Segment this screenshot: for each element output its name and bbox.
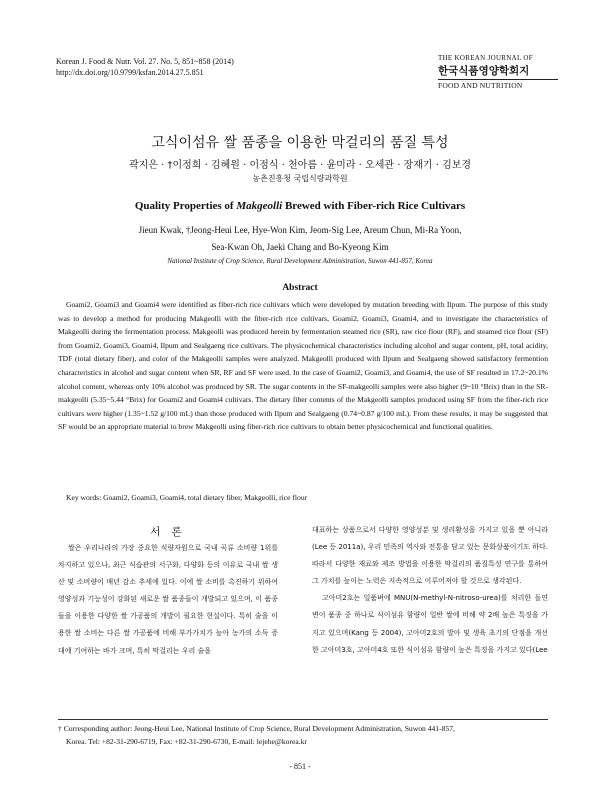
abstract-heading: Abstract (282, 283, 318, 293)
intro-right-column (312, 522, 548, 659)
corresponding-author-footnote (58, 722, 548, 748)
korean-title: 고식이섬유 쌀 품종을 이용한 막걸리의 품질 특성 (151, 135, 449, 151)
english-title-post: Brewed with Fiber-rich Rice Cultivars (282, 200, 466, 212)
english-authors-line1: Jieun Kwak, †Jeong-Heui Lee, Hye-Won Kim, Jeom-Sig Lee, Areum Chun, Mi-Ra Yoon, (138, 225, 462, 235)
intro-paragraph-right-2: 고아미2호는 일품벼에 MNU(N-methyl-N-nitroso-urea)를 처리한 돌연변이 품종 중 하나로 식이섬유 함량이 일반 쌀에 비해 약 2배 높은 특징을 가지고 있으며(Kang 등 2004), 고아미2호의 발아 및 생육 초기의 단점을 개선한 고아미3호, 고아미4호 또한 식이섬유 함량이 높은 특징을 가지고 있다(Lee (312, 594, 548, 654)
doi-link[interactable]: http://dx.doi.org/10.9799/ksfan.2014.27.5.851 (56, 68, 204, 77)
footnote-divider (58, 719, 548, 720)
intro-heading: 서 론 (150, 526, 186, 538)
footnote-line2: Korea. Tel: +82-31-290-6719, Fax: +82-31-290-6730, E-mail: lejehe@korea.kr (66, 737, 307, 746)
korean-affiliation: 농촌진흥청 국립식량과학원 (252, 174, 348, 183)
citation-line: Korean J. Food & Nutr. Vol. 27. No. 5, 851~858 (2014) (56, 57, 234, 66)
english-title (0, 200, 600, 212)
intro-paragraph-left: 쌀은 우리나라의 가장 중요한 식량자원으로 국내 곡류 소비량 1위를 차지하고 있으나, 최근 식습관의 서구화, 다양화 등의 이유로 국내 쌀 생산 및 소비량이 매년 감소 추세에 있다. 이에 쌀 소비를 촉진하기 위하여 영양성과 기능성이 강화된 새로운 쌀 품종들이 개발되고 있으며, 이 품종들을 이용한 다양한 쌀 가공품의 개발이 필요한 현실이다. 특히 술을 이용한 쌀 소비는 다른 쌀 가공품에 비해 부가가치가 높아 농가의 소득 증대에 기여하는 바가 크며, 특히 막걸리는 우리 술을 (58, 544, 278, 655)
journal-citation-block (56, 56, 234, 78)
brand-korean-text: 한국식품영양학회지 (438, 65, 530, 77)
intro-paragraph-right-1: 대표하는 상품으로서 다양한 영양성분 및 생리활성을 가지고 있을 뿐 아니라(Lee 등 2011a), 우리 민족의 역사와 전통을 담고 있는 문화상품이기도 하다. 따라서 다양한 재료와 제조 방법을 이용한 막걸리의 품질특성 연구를 통하여 그 가치를 높이는 노력은 지속적으로 이루어져야 할 것으로 생각된다. (312, 526, 548, 586)
page-number: - 851 - (289, 762, 311, 771)
journal-logo (438, 54, 558, 90)
english-authors-line2: Sea-Kwan Oh, Jaeki Chang and Bo-Kyeong Kim (211, 242, 389, 252)
brand-bottom-text: FOOD AND NUTRITION (438, 79, 558, 90)
keywords-line: Key words: Goami2, Goami3, Goami4, total dietary fiber, Makgeolli, rice flour (66, 493, 308, 502)
english-title-italic: Makgeolli (236, 200, 283, 212)
english-affiliation: National Institute of Crop Science, Rural Development Administration, Suwon 441-857, Korea (167, 257, 433, 265)
abstract-body (58, 298, 548, 434)
intro-left-column (58, 540, 278, 660)
brand-top-text: THE KOREAN JOURNAL OF (438, 54, 533, 62)
english-authors (0, 222, 600, 256)
korean-authors: 곽지은 · †이정희 · 김혜원 · 이점식 · 천아름 · 윤미라 · 오세관 · 장재기 · 김보경 (128, 160, 472, 171)
english-title-pre: Quality Properties of (134, 200, 237, 212)
abstract-paragraph: Goami2, Goami3 and Goami4 were identified as fiber-rich rice cultivars which were developed by mutation breeding with Ilpum. The purpose of this study was to develop a method for producing Makgeolli with the fiber-rich rice cultivars, Goami2, Goami3, Goami4, and to investigate the characteristics of Makgeolli during the fermentation process. Makgeolli was produced herein by fermentation steamed rice (SR), raw rice flour (RF), and steamed rice flour (SF) from Goami2, Goami3, Goami4, Ilpum and Sealgaeng rice cultivars. The physicochemical characteristics including alcohol and sugar content, pH, total acidity, TDF (total dietary fiber), and color of the Makgeolli samples were analyzed. Makgeolli produced with Ilpum and Sealgaeng showed satisfactory fermention characteristics in alcohol and sugar content when SR, RF and SF were used. In the case of Goami2, Goami3, and Goami4, the use of SF resulted in 17.2~20.1% alcohol content, whereas only 10% alcohol was produced by SR. The sugar contents in the SF-makgeolli samples were also higher (9~10 °Brix) than in the SR-makgeolli (5.35~5.44 °Brix) for Goami2 and Goami4 cultivars. The dietary fiber contents of the Makgeolli samples produced using SF from the fiber-rich rice cultivars were higher (1.35~1.52 g/100 mL) than those produced with Ilpum and Sealgaeng (0.74~0.87 g/100 mL). From these results, it may be suggested that SF would be an appropriate material to brew Makgeolli using fiber-rich rice cultivars to obtain better physicochemical and functional qualities. (58, 300, 548, 432)
footnote-line1: † Corresponding author: Jeong-Heui Lee, National Institute of Crop Science, Rural Development Administration, Suwon 441-857, (58, 724, 455, 733)
